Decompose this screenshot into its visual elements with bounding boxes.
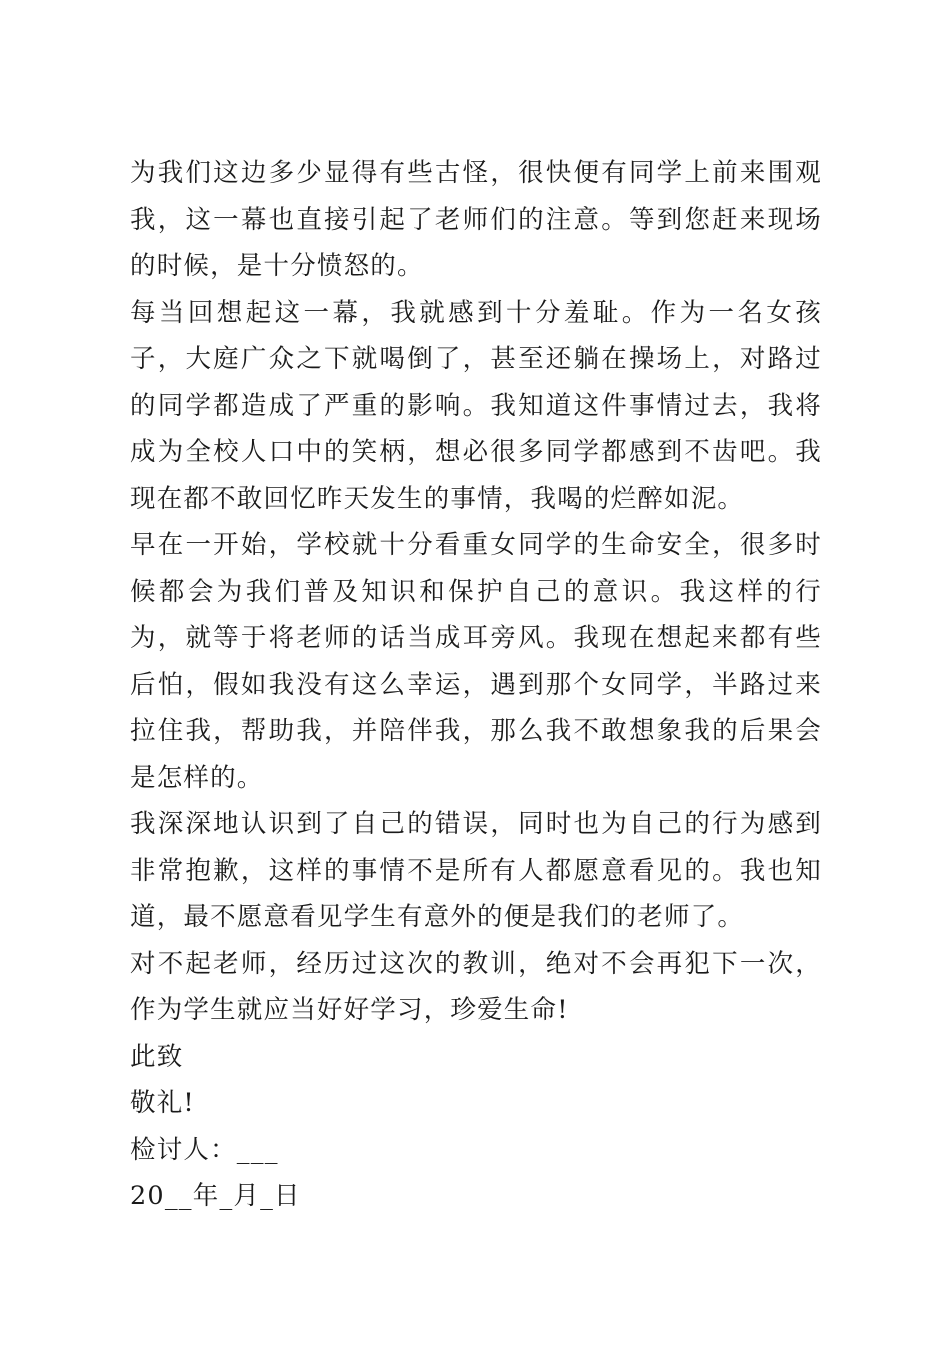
signer-line: 检讨人：___ xyxy=(130,1134,279,1165)
date-line: 20__年_月_日 xyxy=(130,1181,301,1211)
paragraph-3: 早在一开始，学校就十分看重女同学的生命安全，很多时候都会为我们普及知识和保护自己的意识。我这样的行为，就等于将老师的话当成耳旁风。我现在想起来都有些后怕，假如我没有这么幸运，遇到那个女同学，半路过来拉住我，帮助我，并陪伴我，那么我不敢想象我的后果会是怎样的。 xyxy=(130,530,822,793)
closing-respect: 敬礼! xyxy=(130,1088,195,1118)
paragraph-2: 每当回想起这一幕，我就感到十分羞耻。作为一名女孩子，大庭广众之下就喝倒了，甚至还躺在操场上，对路过的同学都造成了严重的影响。我知道这件事情过去，我将成为全校人口中的笑柄，想必很多同学都感到不齿吧。我现在都不敢回忆昨天发生的事情，我喝的烂醉如泥。 xyxy=(130,297,822,514)
paragraph-4: 我深深地认识到了自己的错误，同时也为自己的行为感到非常抱歉，这样的事情不是所有人都愿意看见的。我也知道，最不愿意看见学生有意外的便是我们的老师了。 xyxy=(130,809,822,932)
document-body xyxy=(130,150,822,1220)
paragraph-5: 对不起老师，经历过这次的教训，绝对不会再犯下一次，作为学生就应当好好学习，珍爱生命! xyxy=(130,948,822,1025)
paragraph-1: 为我们这边多少显得有些古怪，很快便有同学上前来围观我，这一幕也直接引起了老师们的注意。等到您赶来现场的时候，是十分愤怒的。 xyxy=(130,158,822,281)
closing-salutation: 此致 xyxy=(130,1041,184,1072)
